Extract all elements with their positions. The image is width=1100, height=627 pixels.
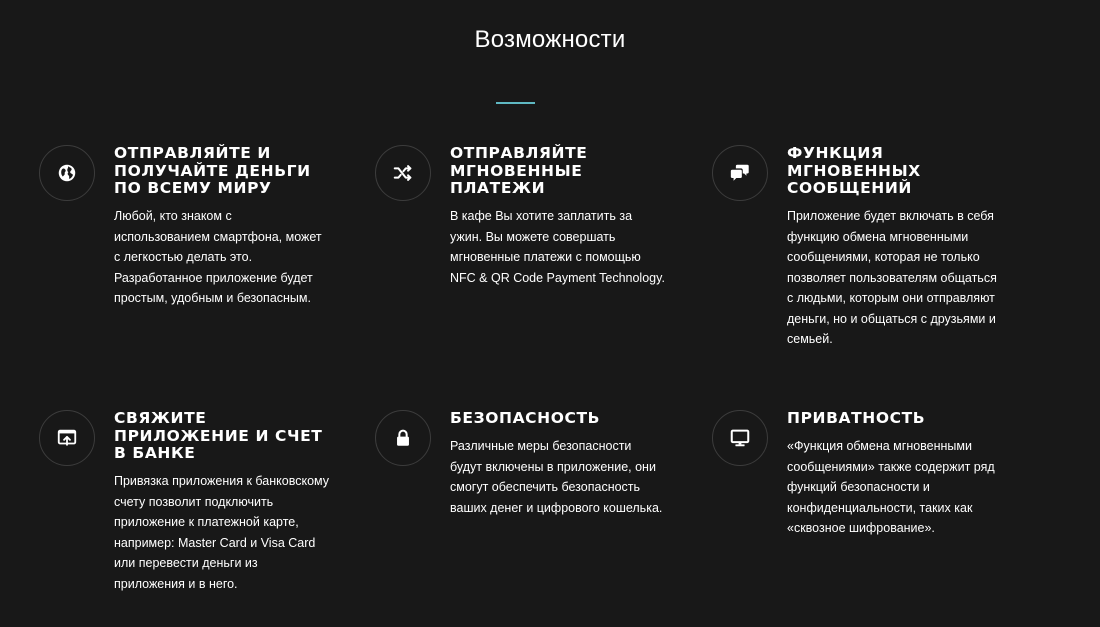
feature-description: Любой, кто знаком с использованием смартфона, может с легкостью делать это. Разработанное приложение будет простым, удобным и безопасным. [114,209,322,305]
title-divider [496,102,535,104]
feature-description: Приложение будет включать в себя функцию обмена мгновенными сообщениями, которая не только позволяет пользователям общаться с людьми, которым они отправляют деньги, но и общаться с друзьями и семьей. [787,209,997,346]
feature-title: ФУНКЦИЯ МГНОВЕННЫХ СООБЩЕНИЙ [787,144,921,197]
shuffle-icon [375,145,431,201]
feature-title: СВЯЖИТЕ ПРИЛОЖЕНИЕ И СЧЕТ В БАНКЕ [114,409,323,462]
feature-description: Привязка приложения к банковскому счету позволит подключить приложение к платежной карте, например: Master Card и Visa Card или перевести деньги из приложения и в него. [114,474,330,591]
feature-description: Различные меры безопасности будут включены в приложение, они смогут обеспечить безопасность ваших денег и цифрового кошелька. [450,439,663,515]
globe-icon [39,145,95,201]
feature-title: ОТПРАВЛЯЙТЕ МГНОВЕННЫЕ ПЛАТЕЖИ [450,144,588,197]
chat-bubbles-icon [712,145,768,201]
feature-description: «Функция обмена мгновенными сообщениями» также содержит ряд функций безопасности и конфиденциальности, таких как «сквозное шифрование». [787,439,995,535]
screen-upload-icon [39,410,95,466]
lock-icon [375,410,431,466]
feature-title: БЕЗОПАСНОСТЬ [450,409,601,427]
feature-description: В кафе Вы хотите заплатить за ужин. Вы можете совершать мгновенные платежи с помощью NFC & QR Code Payment Technology. [450,209,665,285]
section-title: Возможности [474,26,626,53]
feature-title: ПРИВАТНОСТЬ [787,409,926,427]
monitor-icon [712,410,768,466]
feature-title: ОТПРАВЛЯЙТЕ И ПОЛУЧАЙТЕ ДЕНЬГИ ПО ВСЕМУ МИРУ [114,144,311,197]
